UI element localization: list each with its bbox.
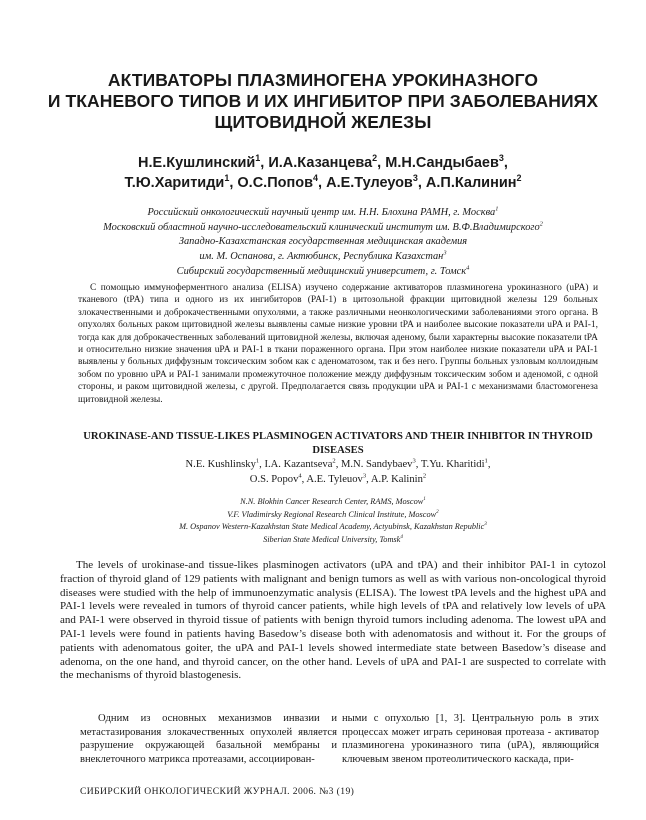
body-column-right: ными с опухолью [1, 3]. Центральную роль в этих процессах может играть сериновая протеаза - активатор плазминогена урокиназного типа (uPA), являющийся ключевым звеном протеолитического каскада, при-: [342, 713, 599, 765]
title-ru-line: И ТКАНЕВОГО ТИПОВ И ИХ ИНГИБИТОР ПРИ ЗАБОЛЕВАНИЯХ: [47, 91, 599, 111]
article-title-ru: [40, 70, 606, 133]
author-name: O.S. Popov: [249, 473, 299, 485]
author-affil-mark: 4: [298, 471, 302, 479]
affiliation-line: [60, 509, 606, 522]
affiliation-text: N.N. Blokhin Cancer Research Center, RAMS, Moscow: [240, 497, 424, 506]
author-name: A.E. Tyleuov: [306, 473, 363, 485]
author-affil-mark: 2: [372, 153, 378, 164]
author-separator: ,: [335, 459, 341, 470]
affiliation-text: Западно-Казахстанская государственная медицинская академия: [178, 236, 468, 248]
affiliation-line: [40, 235, 606, 250]
author-name: M.N. Sandybaev: [340, 459, 413, 470]
author-name: Т.Ю.Харитиди: [124, 175, 225, 191]
author-separator: ,: [259, 459, 265, 470]
author-name: А.Е.Тулеуов: [326, 175, 413, 191]
authors-en: [78, 458, 598, 487]
author-affil-mark: 3: [412, 173, 418, 184]
affiliations-ru: [40, 206, 606, 280]
affiliation-mark: 2: [436, 508, 439, 515]
author-separator: ,: [417, 175, 426, 191]
author-name: T.Yu. Kharitidi: [420, 459, 485, 470]
affiliation-line: [40, 265, 606, 280]
affiliation-mark: 3: [443, 249, 447, 257]
author-affil-mark: 3: [498, 153, 504, 164]
author-affil-mark: 2: [516, 173, 522, 184]
author-separator: ,: [318, 175, 327, 191]
author-affil-mark: 2: [332, 457, 336, 465]
title-ru-line: ЩИТОВИДНОЙ ЖЕЛЕЗЫ: [214, 112, 432, 132]
author-separator: ,: [503, 155, 508, 171]
authors-en-line-2: [78, 473, 598, 488]
affiliation-text: Сибирский государственный медицинский университет, г. Томск: [176, 265, 467, 277]
affiliation-text: Siberian State Medical University, Tomsk: [263, 534, 401, 544]
abstract-en: The levels of urokinase-and tissue-likes plasminogen activators (uPA and tPA) and their inhibitor PAI-1 in cytozol fraction of thyroid gland of 129 patients with malignant and benign tumors as well as with various non-oncological thyroid diseases were studied with the help of immunoenzymatic analysis (ELISA). The lowest tPA levels and the highest uPA and PAI-1 levels were revealed in tumors of thyroid cancer patients, while high levels of tPA and relatively low levels of uPA and PAI-1 were observed in thyroid tissue of patients with benign thyroid tumors including adenoma. The lowest uPA and PAI-1 levels were found in patients having Basedow’s disease both with adenomatosis and without it. For the groups of patients with adenomatous goiter, the uPA and PAI-1 levels showed intermediate state between Basedow’s disease and adenoma, on the one hand, and thyroid cancer, on the other hand. Levels of uPA and PAI-1 are suspected to correlate with the mechanisms of thyroid blastogenesis.: [60, 559, 606, 682]
affiliation-mark: 4: [466, 264, 470, 272]
authors-ru: [40, 153, 606, 193]
affiliation-text: им. М. Оспанова, г. Актюбинск, Республика Казахстан: [199, 251, 444, 263]
affiliation-text: V.F. Vladimirsky Regional Research Clinical Institute, Moscow: [227, 509, 437, 519]
affiliation-text: M. Ospanov Western-Kazakhstan State Medical Academy, Actyubinsk, Kazakhstan Republic: [179, 522, 485, 531]
abstract-ru: С помощью иммуноферментного анализа (ELISA) изучено содержание активаторов плазминогена урокиназного (uPA) и тканевого (tPA) типа и одного из их ингибиторов (PAI-1) в цитозольной фракции щитовидной железы 129 больных злокачественными и доброкачественными опухолями, а также различными неонкологическими заболеваниями этого органа. В опухолях больных раком щитовидной железы выявлены самые низкие уровни tPA и наиболее высокие показатели uPA и PAI-1, тогда как для доброкачественных заболеваний щитовидной железы, включая аденому, были характерны высокие показатели tPA и относительно низкие значения uPA и PAI-1 в ткани пораженного органа. При этом наиболее низкие показатели uPA и PAI-1 выявлены у больных диффузным токсическим зобом как с аденоматозом, так и без него. Группы больных узловым коллоидным зобом по уровню uPA и PAI-1 занимали промежуточное положение между диффузным токсическим зобом и аденомой, с одной стороны, и раком щитовидной железы, с другой. Предполагается связь продукции uPA и PAI-1 с механизмами бластомогенеза щитовидной железы.: [78, 283, 598, 405]
affiliations-en: [60, 496, 606, 546]
author-affil-mark: 3: [362, 471, 367, 479]
author-affil-mark: 1: [484, 457, 488, 465]
author-name: И.А.Казанцева: [268, 155, 373, 171]
affiliation-text: Российский онкологический научный центр им. Н.Н. Блохина РАМН, г. Москва: [147, 207, 496, 218]
title-ru-line: АКТИВАТОРЫ ПЛАЗМИНОГЕНА УРОКИНАЗНОГО: [107, 70, 539, 90]
affiliation-line: [40, 250, 606, 265]
author-affil-mark: 1: [224, 173, 230, 184]
article-title-en: UROKINASE-AND TISSUE-LIKES PLASMINOGEN ACTIVATORS AND THEIR INHIBITOR IN THYROID DISEASES: [83, 431, 593, 456]
author-affil-mark: 3: [412, 457, 416, 465]
author-affil-mark: 1: [255, 153, 261, 164]
author-name: М.Н.Сандыбаев: [385, 155, 499, 171]
affiliation-mark: 2: [539, 220, 543, 228]
author-affil-mark: 4: [313, 173, 319, 184]
author-affil-mark: 2: [422, 471, 427, 479]
author-name: I.A. Kazantseva: [264, 459, 333, 470]
author-name: О.С.Попов: [237, 175, 314, 191]
affiliation-mark: 4: [400, 533, 403, 540]
affiliation-line: [60, 534, 606, 547]
author-name: A.P. Kalinin: [370, 473, 423, 485]
author-separator: ,: [301, 473, 307, 485]
author-separator: ,: [366, 473, 371, 485]
body-column-left: Одним из основных механизмов инвазии и метастазирования злокачественных опухолей является разрушение окружающей базальной мембраны и внеклеточного матрикса протеазами, ассоциирован-: [80, 713, 337, 765]
author-name: Н.Е.Кушлинский: [138, 155, 256, 171]
author-separator: ,: [377, 155, 386, 171]
affiliation-line: [40, 206, 606, 221]
affiliation-text: Московский областной научно-исследовательский клинический институт им. В.Ф.Владимирского: [103, 221, 540, 233]
journal-footer: СИБИРСКИЙ ОНКОЛОГИЧЕСКИЙ ЖУРНАЛ. 2006. №3 (19): [80, 786, 355, 797]
affiliation-line: [60, 496, 606, 509]
affiliation-line: [60, 521, 606, 534]
author-separator: ,: [415, 459, 421, 470]
authors-en-line-1: [78, 458, 598, 473]
author-name: А.П.Калинин: [425, 175, 517, 191]
affiliation-line: [40, 221, 606, 236]
authors-ru-line-2: [40, 173, 606, 193]
author-name: N.E. Kushlinsky: [185, 459, 256, 470]
author-separator: ,: [260, 155, 269, 171]
affiliation-mark: 1: [423, 496, 426, 503]
authors-ru-line-1: [40, 153, 606, 173]
author-separator: ,: [487, 459, 491, 470]
author-separator: ,: [229, 175, 238, 191]
affiliation-mark: 3: [484, 521, 487, 528]
affiliation-mark: 1: [495, 205, 499, 213]
author-affil-mark: 1: [255, 457, 260, 465]
